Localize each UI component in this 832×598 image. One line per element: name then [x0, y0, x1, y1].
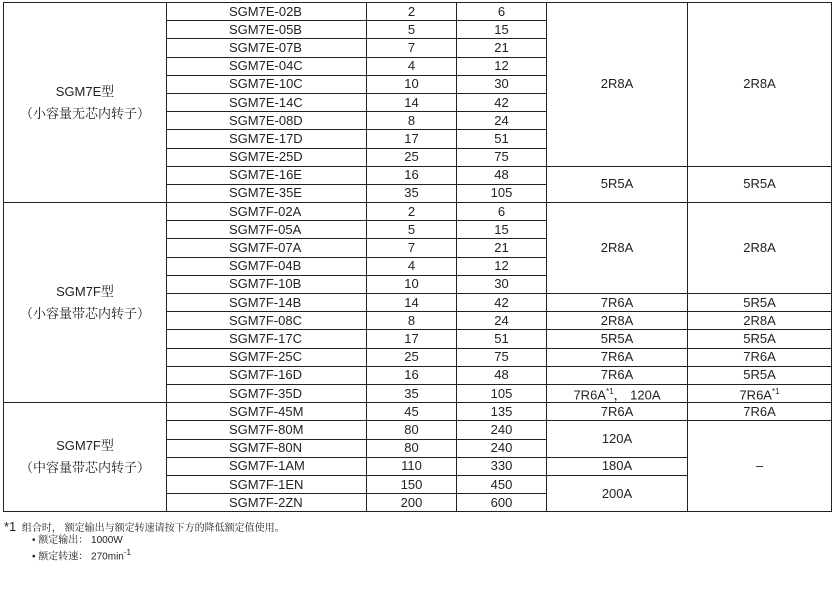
- value-cell: 4: [367, 257, 457, 275]
- amp-cell: 200A: [547, 476, 688, 512]
- value-cell: 21: [457, 239, 547, 257]
- value-cell: 2: [367, 3, 457, 21]
- value-cell: 16: [367, 366, 457, 384]
- value-cell: 15: [457, 21, 547, 39]
- footnote-ref: *1: [771, 386, 780, 396]
- footnote-ref: *1: [605, 386, 614, 396]
- value-cell: 25: [367, 148, 457, 166]
- spec-table: [3, 2, 832, 512]
- model-cell: SGM7F-80M: [167, 421, 367, 439]
- amp-cell: 2R8A: [547, 3, 688, 167]
- value-cell: 15: [457, 221, 547, 239]
- footnote: [4, 521, 285, 563]
- value-cell: 10: [367, 75, 457, 93]
- table-row: [4, 3, 832, 21]
- model-cell: SGM7F-08C: [167, 312, 367, 330]
- model-cell: SGM7E-04C: [167, 57, 367, 75]
- value-cell: 51: [457, 330, 547, 348]
- model-cell: SGM7F-17C: [167, 330, 367, 348]
- amp-cell: 2R8A: [688, 3, 832, 167]
- amp-cell: 2R8A: [688, 203, 832, 294]
- model-cell: SGM7F-16D: [167, 366, 367, 384]
- value-cell: 14: [367, 93, 457, 111]
- value-cell: 240: [457, 439, 547, 457]
- model-cell: SGM7F-10B: [167, 275, 367, 293]
- model-cell: SGM7F-45M: [167, 403, 367, 421]
- model-cell: SGM7F-35D: [167, 384, 367, 402]
- value-cell: 10: [367, 275, 457, 293]
- value-cell: 24: [457, 112, 547, 130]
- amp-cell: 7R6A: [547, 403, 688, 421]
- value-cell: 600: [457, 494, 547, 512]
- model-cell: SGM7F-02A: [167, 203, 367, 221]
- amp-cell: $7R6A^{*1}$， 120A: [547, 384, 688, 402]
- amp-cell: $7R6A^{*1}$: [688, 384, 832, 402]
- value-cell: 2: [367, 203, 457, 221]
- value-cell: 7: [367, 39, 457, 57]
- value-cell: 21: [457, 39, 547, 57]
- value-cell: 14: [367, 294, 457, 312]
- model-cell: SGM7E-17D: [167, 130, 367, 148]
- value-cell: 135: [457, 403, 547, 421]
- amp-cell: 120A: [547, 421, 688, 457]
- value-cell: 45: [367, 403, 457, 421]
- model-cell: SGM7F-1EN: [167, 476, 367, 494]
- model-cell: SGM7E-07B: [167, 39, 367, 57]
- amp-cell: 7R6A: [547, 366, 688, 384]
- value-cell: 48: [457, 366, 547, 384]
- model-cell: SGM7E-10C: [167, 75, 367, 93]
- value-cell: 150: [367, 476, 457, 494]
- footnote-bullet-output: • 额定输出： 1000W: [32, 535, 123, 546]
- model-cell: SGM7E-25D: [167, 148, 367, 166]
- value-cell: 48: [457, 166, 547, 184]
- model-cell: SGM7F-25C: [167, 348, 367, 366]
- value-cell: 8: [367, 312, 457, 330]
- amp-cell: 2R8A: [547, 203, 688, 294]
- value-cell: 240: [457, 421, 547, 439]
- amp-cell: 7R6A: [688, 403, 832, 421]
- amp-cell: 5R5A: [688, 294, 832, 312]
- value-cell: 80: [367, 421, 457, 439]
- value-cell: 7: [367, 239, 457, 257]
- value-cell: 105: [457, 184, 547, 202]
- value-cell: 17: [367, 330, 457, 348]
- model-cell: SGM7F-80N: [167, 439, 367, 457]
- footnote-line: [4, 521, 285, 535]
- value-cell: 42: [457, 93, 547, 111]
- amp-cell: 5R5A: [547, 330, 688, 348]
- amp-cell: 5R5A: [547, 166, 688, 202]
- model-cell: SGM7E-16E: [167, 166, 367, 184]
- amp-cell: 7R6A: [688, 348, 832, 366]
- model-cell: SGM7E-02B: [167, 3, 367, 21]
- value-cell: 17: [367, 130, 457, 148]
- model-cell: SGM7F-05A: [167, 221, 367, 239]
- model-cell: SGM7E-05B: [167, 21, 367, 39]
- value-cell: 200: [367, 494, 457, 512]
- value-cell: 75: [457, 348, 547, 366]
- value-cell: 16: [367, 166, 457, 184]
- group-sgm7f-small: SGM7F型 （小容量带芯内转子）: [4, 203, 167, 403]
- value-cell: 30: [457, 75, 547, 93]
- amp-cell: 5R5A: [688, 330, 832, 348]
- table-row: [4, 203, 832, 221]
- value-cell: 8: [367, 112, 457, 130]
- group-sgm7e: SGM7E型 （小容量无芯内转子）: [4, 3, 167, 203]
- amp-cell: 2R8A: [688, 312, 832, 330]
- amp-cell: 5R5A: [688, 166, 832, 202]
- amp-cell: 7R6A: [547, 294, 688, 312]
- model-cell: SGM7E-08D: [167, 112, 367, 130]
- value-cell: 450: [457, 476, 547, 494]
- amp-cell: 180A: [547, 457, 688, 475]
- model-cell: SGM7F-2ZN: [167, 494, 367, 512]
- value-cell: 5: [367, 221, 457, 239]
- value-cell: 51: [457, 130, 547, 148]
- model-cell: SGM7F-04B: [167, 257, 367, 275]
- amp-cell: 7R6A: [547, 348, 688, 366]
- value-cell: 75: [457, 148, 547, 166]
- amp-cell: 2R8A: [547, 312, 688, 330]
- value-cell: 80: [367, 439, 457, 457]
- value-cell: 105: [457, 384, 547, 402]
- footnote-bullet-speed: • 额定转速： $270\min^{-1}$: [32, 548, 131, 563]
- value-cell: 12: [457, 257, 547, 275]
- value-cell: 330: [457, 457, 547, 475]
- value-cell: 25: [367, 348, 457, 366]
- model-cell: SGM7F-14B: [167, 294, 367, 312]
- group-sgm7f-medium: SGM7F型 （中容量带芯内转子）: [4, 403, 167, 512]
- footnote-mark: *1: [4, 519, 17, 534]
- amp-cell: 5R5A: [688, 366, 832, 384]
- model-cell: SGM7F-07A: [167, 239, 367, 257]
- value-cell: 110: [367, 457, 457, 475]
- value-cell: 12: [457, 57, 547, 75]
- value-cell: 35: [367, 184, 457, 202]
- model-cell: SGM7F-1AM: [167, 457, 367, 475]
- model-cell: SGM7E-35E: [167, 184, 367, 202]
- value-cell: 4: [367, 57, 457, 75]
- value-cell: 5: [367, 21, 457, 39]
- value-cell: 24: [457, 312, 547, 330]
- table-row: [4, 403, 832, 421]
- value-cell: 42: [457, 294, 547, 312]
- model-cell: SGM7E-14C: [167, 93, 367, 111]
- value-cell: 35: [367, 384, 457, 402]
- amp-cell: –: [688, 421, 832, 512]
- footnote-text: 组合时， 额定输出与额定转速请按下方的降低额定值使用。: [21, 523, 285, 534]
- value-cell: 30: [457, 275, 547, 293]
- value-cell: 6: [457, 3, 547, 21]
- value-cell: 6: [457, 203, 547, 221]
